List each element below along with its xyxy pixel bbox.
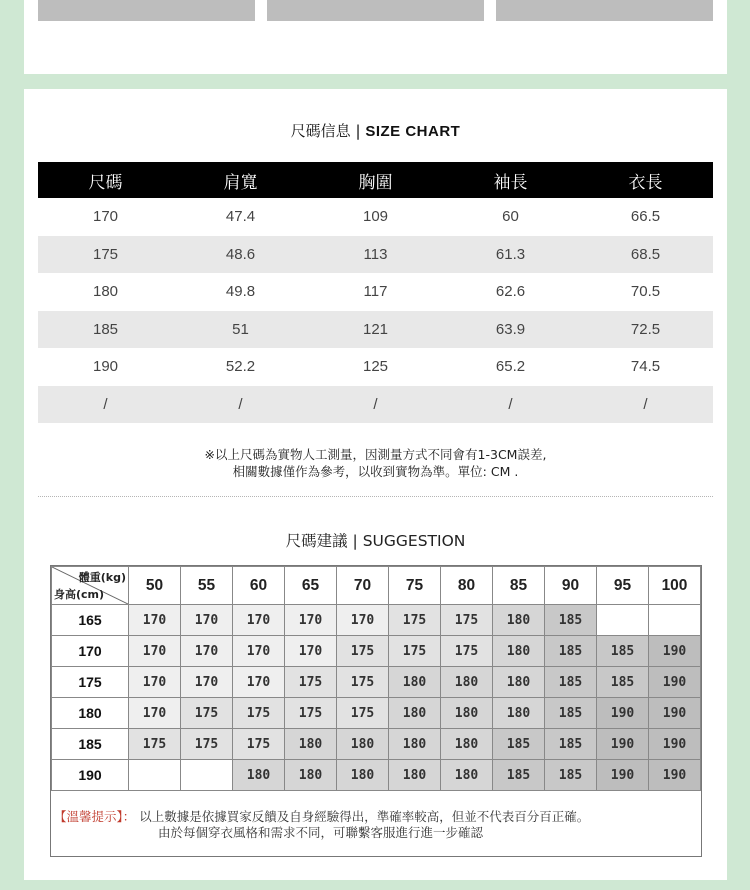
suggested-size-cell: 180 bbox=[493, 698, 545, 729]
suggested-size-cell bbox=[649, 605, 701, 636]
suggested-size-cell: 180 bbox=[337, 729, 389, 760]
height-row-label: 165 bbox=[52, 605, 129, 636]
suggested-size-cell: 170 bbox=[285, 605, 337, 636]
suggested-size-cell: 175 bbox=[181, 729, 233, 760]
suggested-size-cell: 175 bbox=[233, 698, 285, 729]
suggested-size-cell: 170 bbox=[129, 636, 181, 667]
weight-header-cell: 100 bbox=[649, 567, 701, 605]
height-row bbox=[52, 729, 701, 760]
suggested-size-cell: 190 bbox=[649, 698, 701, 729]
warm-tip-line2: 由於每個穿衣風格和需求不同，可聯繫客服進行進一步確認 bbox=[158, 825, 484, 840]
suggested-size-cell: 185 bbox=[545, 605, 597, 636]
suggested-size-cell: 180 bbox=[441, 667, 493, 698]
size-chart-cell: 113 bbox=[308, 236, 443, 274]
header-length: 衣長 bbox=[578, 162, 713, 198]
suggested-size-cell: 175 bbox=[337, 636, 389, 667]
suggestion-grid bbox=[51, 566, 701, 791]
size-chart-cell: 62.6 bbox=[495, 283, 526, 301]
weight-header-row bbox=[52, 567, 701, 605]
header-sleeve: 袖長 bbox=[443, 162, 578, 198]
height-axis-label: 身高(cm) bbox=[54, 588, 105, 601]
suggested-size-cell: 170 bbox=[233, 667, 285, 698]
suggested-size-cell bbox=[129, 760, 181, 791]
suggested-size-cell: 175 bbox=[337, 698, 389, 729]
warm-tip-label: 【溫馨提示】 bbox=[54, 809, 123, 824]
weight-header-cell: 70 bbox=[337, 567, 389, 605]
weight-header-cell: 55 bbox=[181, 567, 233, 605]
suggested-size-cell: 175 bbox=[389, 605, 441, 636]
suggested-size-cell: 170 bbox=[129, 667, 181, 698]
weight-header-cell: 75 bbox=[389, 567, 441, 605]
suggested-size-cell: 170 bbox=[129, 698, 181, 729]
height-row-label: 190 bbox=[52, 760, 129, 791]
size-chart-cell: 180 bbox=[92, 283, 119, 301]
height-row bbox=[52, 667, 701, 698]
size-chart-title-en: SIZE CHART bbox=[365, 123, 461, 140]
size-chart-cell: 175 bbox=[38, 236, 173, 274]
suggested-size-cell: 185 bbox=[493, 760, 545, 791]
suggested-size-cell: 180 bbox=[441, 698, 493, 729]
size-chart-cell: 70.5 bbox=[630, 283, 661, 301]
size-chart-cell: 74.5 bbox=[630, 358, 661, 376]
suggested-size-cell: 170 bbox=[181, 667, 233, 698]
height-row bbox=[52, 605, 701, 636]
size-chart-cell: 51 bbox=[173, 311, 308, 349]
size-chart-cell: 117 bbox=[363, 283, 388, 301]
header-shoulder: 肩寬 bbox=[173, 162, 308, 198]
size-chart-cell: 68.5 bbox=[578, 236, 713, 274]
height-row-label: 175 bbox=[52, 667, 129, 698]
suggested-size-cell: 170 bbox=[233, 605, 285, 636]
suggested-size-cell: 180 bbox=[493, 667, 545, 698]
size-chart-title-separator: | bbox=[355, 122, 361, 140]
size-chart-cell: / bbox=[173, 386, 308, 424]
weight-header-cell: 85 bbox=[493, 567, 545, 605]
suggested-size-cell: 170 bbox=[181, 605, 233, 636]
height-row-label: 185 bbox=[52, 729, 129, 760]
suggested-size-cell: 175 bbox=[285, 698, 337, 729]
weight-header-cell: 80 bbox=[441, 567, 493, 605]
suggested-size-cell: 185 bbox=[493, 729, 545, 760]
suggested-size-cell: 175 bbox=[337, 667, 389, 698]
size-chart-header-row bbox=[38, 162, 713, 198]
size-chart-row bbox=[38, 236, 713, 274]
weight-header-cell: 65 bbox=[285, 567, 337, 605]
suggested-size-cell: 180 bbox=[389, 729, 441, 760]
grid-corner-cell bbox=[52, 567, 129, 605]
suggested-size-cell: 180 bbox=[337, 760, 389, 791]
size-chart-cell: 61.3 bbox=[443, 236, 578, 274]
size-chart-cell: 47.4 bbox=[225, 208, 256, 226]
warm-tip bbox=[54, 809, 684, 841]
suggestion-title: 尺碼建議 | SUGGESTION bbox=[285, 532, 466, 550]
suggested-size-cell: 180 bbox=[493, 636, 545, 667]
suggested-size-cell: 180 bbox=[441, 729, 493, 760]
size-chart-cell: 190 bbox=[92, 358, 119, 376]
suggestion-box bbox=[50, 565, 702, 857]
suggested-size-cell: 175 bbox=[389, 636, 441, 667]
size-chart-cell: 121 bbox=[308, 311, 443, 349]
suggested-size-cell: 190 bbox=[649, 729, 701, 760]
suggested-size-cell: 185 bbox=[597, 667, 649, 698]
suggested-size-cell: 180 bbox=[389, 760, 441, 791]
placeholder-bar bbox=[496, 0, 713, 21]
suggested-size-cell: 175 bbox=[441, 605, 493, 636]
size-chart-table bbox=[38, 162, 713, 423]
suggested-size-cell: 185 bbox=[545, 729, 597, 760]
height-row-label: 180 bbox=[52, 698, 129, 729]
suggested-size-cell: 180 bbox=[389, 698, 441, 729]
size-chart-row bbox=[38, 198, 713, 236]
warm-tip-colon: ： bbox=[122, 809, 136, 824]
previous-section-card bbox=[24, 0, 727, 74]
size-chart-cell: 125 bbox=[362, 358, 389, 376]
weight-header-cell: 95 bbox=[597, 567, 649, 605]
size-chart-cell: / bbox=[578, 386, 713, 424]
size-chart-cell: / bbox=[443, 386, 578, 424]
warm-tip-line1 bbox=[54, 809, 684, 825]
size-chart-cell: 109 bbox=[362, 208, 389, 226]
height-row-label: 170 bbox=[52, 636, 129, 667]
suggested-size-cell: 185 bbox=[545, 636, 597, 667]
size-chart-cell: 65.2 bbox=[495, 358, 526, 376]
size-chart-cell: 63.9 bbox=[443, 311, 578, 349]
height-row bbox=[52, 760, 701, 791]
height-row bbox=[52, 698, 701, 729]
suggested-size-cell: 170 bbox=[337, 605, 389, 636]
suggested-size-cell: 190 bbox=[649, 760, 701, 791]
size-chart-title bbox=[24, 120, 727, 141]
header-chest: 胸圍 bbox=[308, 162, 443, 198]
suggested-size-cell: 190 bbox=[597, 698, 649, 729]
size-chart-cell: 66.5 bbox=[630, 208, 661, 226]
size-info-card bbox=[24, 89, 727, 880]
size-chart-row bbox=[38, 348, 713, 386]
suggested-size-cell: 170 bbox=[181, 636, 233, 667]
size-chart-row bbox=[38, 273, 713, 311]
weight-header-cell: 60 bbox=[233, 567, 285, 605]
size-chart-cell: / bbox=[308, 386, 443, 424]
suggested-size-cell: 180 bbox=[285, 729, 337, 760]
height-row bbox=[52, 636, 701, 667]
suggested-size-cell bbox=[597, 605, 649, 636]
suggested-size-cell: 180 bbox=[493, 605, 545, 636]
weight-header-cell: 50 bbox=[129, 567, 181, 605]
placeholder-bar bbox=[38, 0, 255, 21]
weight-axis-label: 體重(kg) bbox=[78, 571, 126, 584]
suggested-size-cell: 190 bbox=[649, 636, 701, 667]
measurement-note-line2: 相關數據僅作為參考，以收到實物為準。單位: CM . bbox=[232, 464, 519, 479]
suggested-size-cell: 185 bbox=[545, 667, 597, 698]
suggested-size-cell: 185 bbox=[597, 636, 649, 667]
size-chart-row bbox=[38, 386, 713, 424]
warm-tip-text1: 以上數據是依據買家反饋及自身經驗得出，準確率較高，但並不代表百分百正確。 bbox=[139, 809, 590, 824]
suggested-size-cell: 185 bbox=[545, 698, 597, 729]
weight-header-cell: 90 bbox=[545, 567, 597, 605]
suggested-size-cell: 170 bbox=[233, 636, 285, 667]
suggested-size-cell bbox=[181, 760, 233, 791]
suggested-size-cell: 175 bbox=[181, 698, 233, 729]
suggested-size-cell: 175 bbox=[285, 667, 337, 698]
size-chart-cell: 60 bbox=[502, 208, 519, 226]
suggested-size-cell: 170 bbox=[129, 605, 181, 636]
suggested-size-cell: 175 bbox=[233, 729, 285, 760]
size-chart-cell: 52.2 bbox=[225, 358, 256, 376]
suggested-size-cell: 175 bbox=[441, 636, 493, 667]
header-size: 尺碼 bbox=[38, 162, 173, 198]
size-chart-cell: / bbox=[38, 386, 173, 424]
suggested-size-cell: 180 bbox=[285, 760, 337, 791]
suggested-size-cell: 180 bbox=[441, 760, 493, 791]
size-chart-row bbox=[38, 311, 713, 349]
section-divider bbox=[38, 496, 713, 497]
suggested-size-cell: 180 bbox=[389, 667, 441, 698]
size-chart-cell: 185 bbox=[38, 311, 173, 349]
placeholder-bar bbox=[267, 0, 484, 21]
suggested-size-cell: 175 bbox=[129, 729, 181, 760]
size-chart-cell: 48.6 bbox=[173, 236, 308, 274]
suggested-size-cell: 180 bbox=[233, 760, 285, 791]
size-chart-cell: 170 bbox=[92, 208, 119, 226]
suggested-size-cell: 190 bbox=[649, 667, 701, 698]
previous-section-bars bbox=[38, 0, 713, 21]
suggested-size-cell: 185 bbox=[545, 760, 597, 791]
size-chart-cell: 72.5 bbox=[578, 311, 713, 349]
measurement-note-line1: ※以上尺碼為實物人工測量，因測量方式不同會有1-3CM誤差, bbox=[204, 447, 547, 462]
suggested-size-cell: 170 bbox=[285, 636, 337, 667]
size-chart-cell: 49.8 bbox=[225, 283, 256, 301]
measurement-note bbox=[24, 446, 727, 480]
size-chart-title-zh: 尺碼信息 bbox=[290, 122, 351, 140]
suggested-size-cell: 190 bbox=[597, 729, 649, 760]
suggested-size-cell: 190 bbox=[597, 760, 649, 791]
